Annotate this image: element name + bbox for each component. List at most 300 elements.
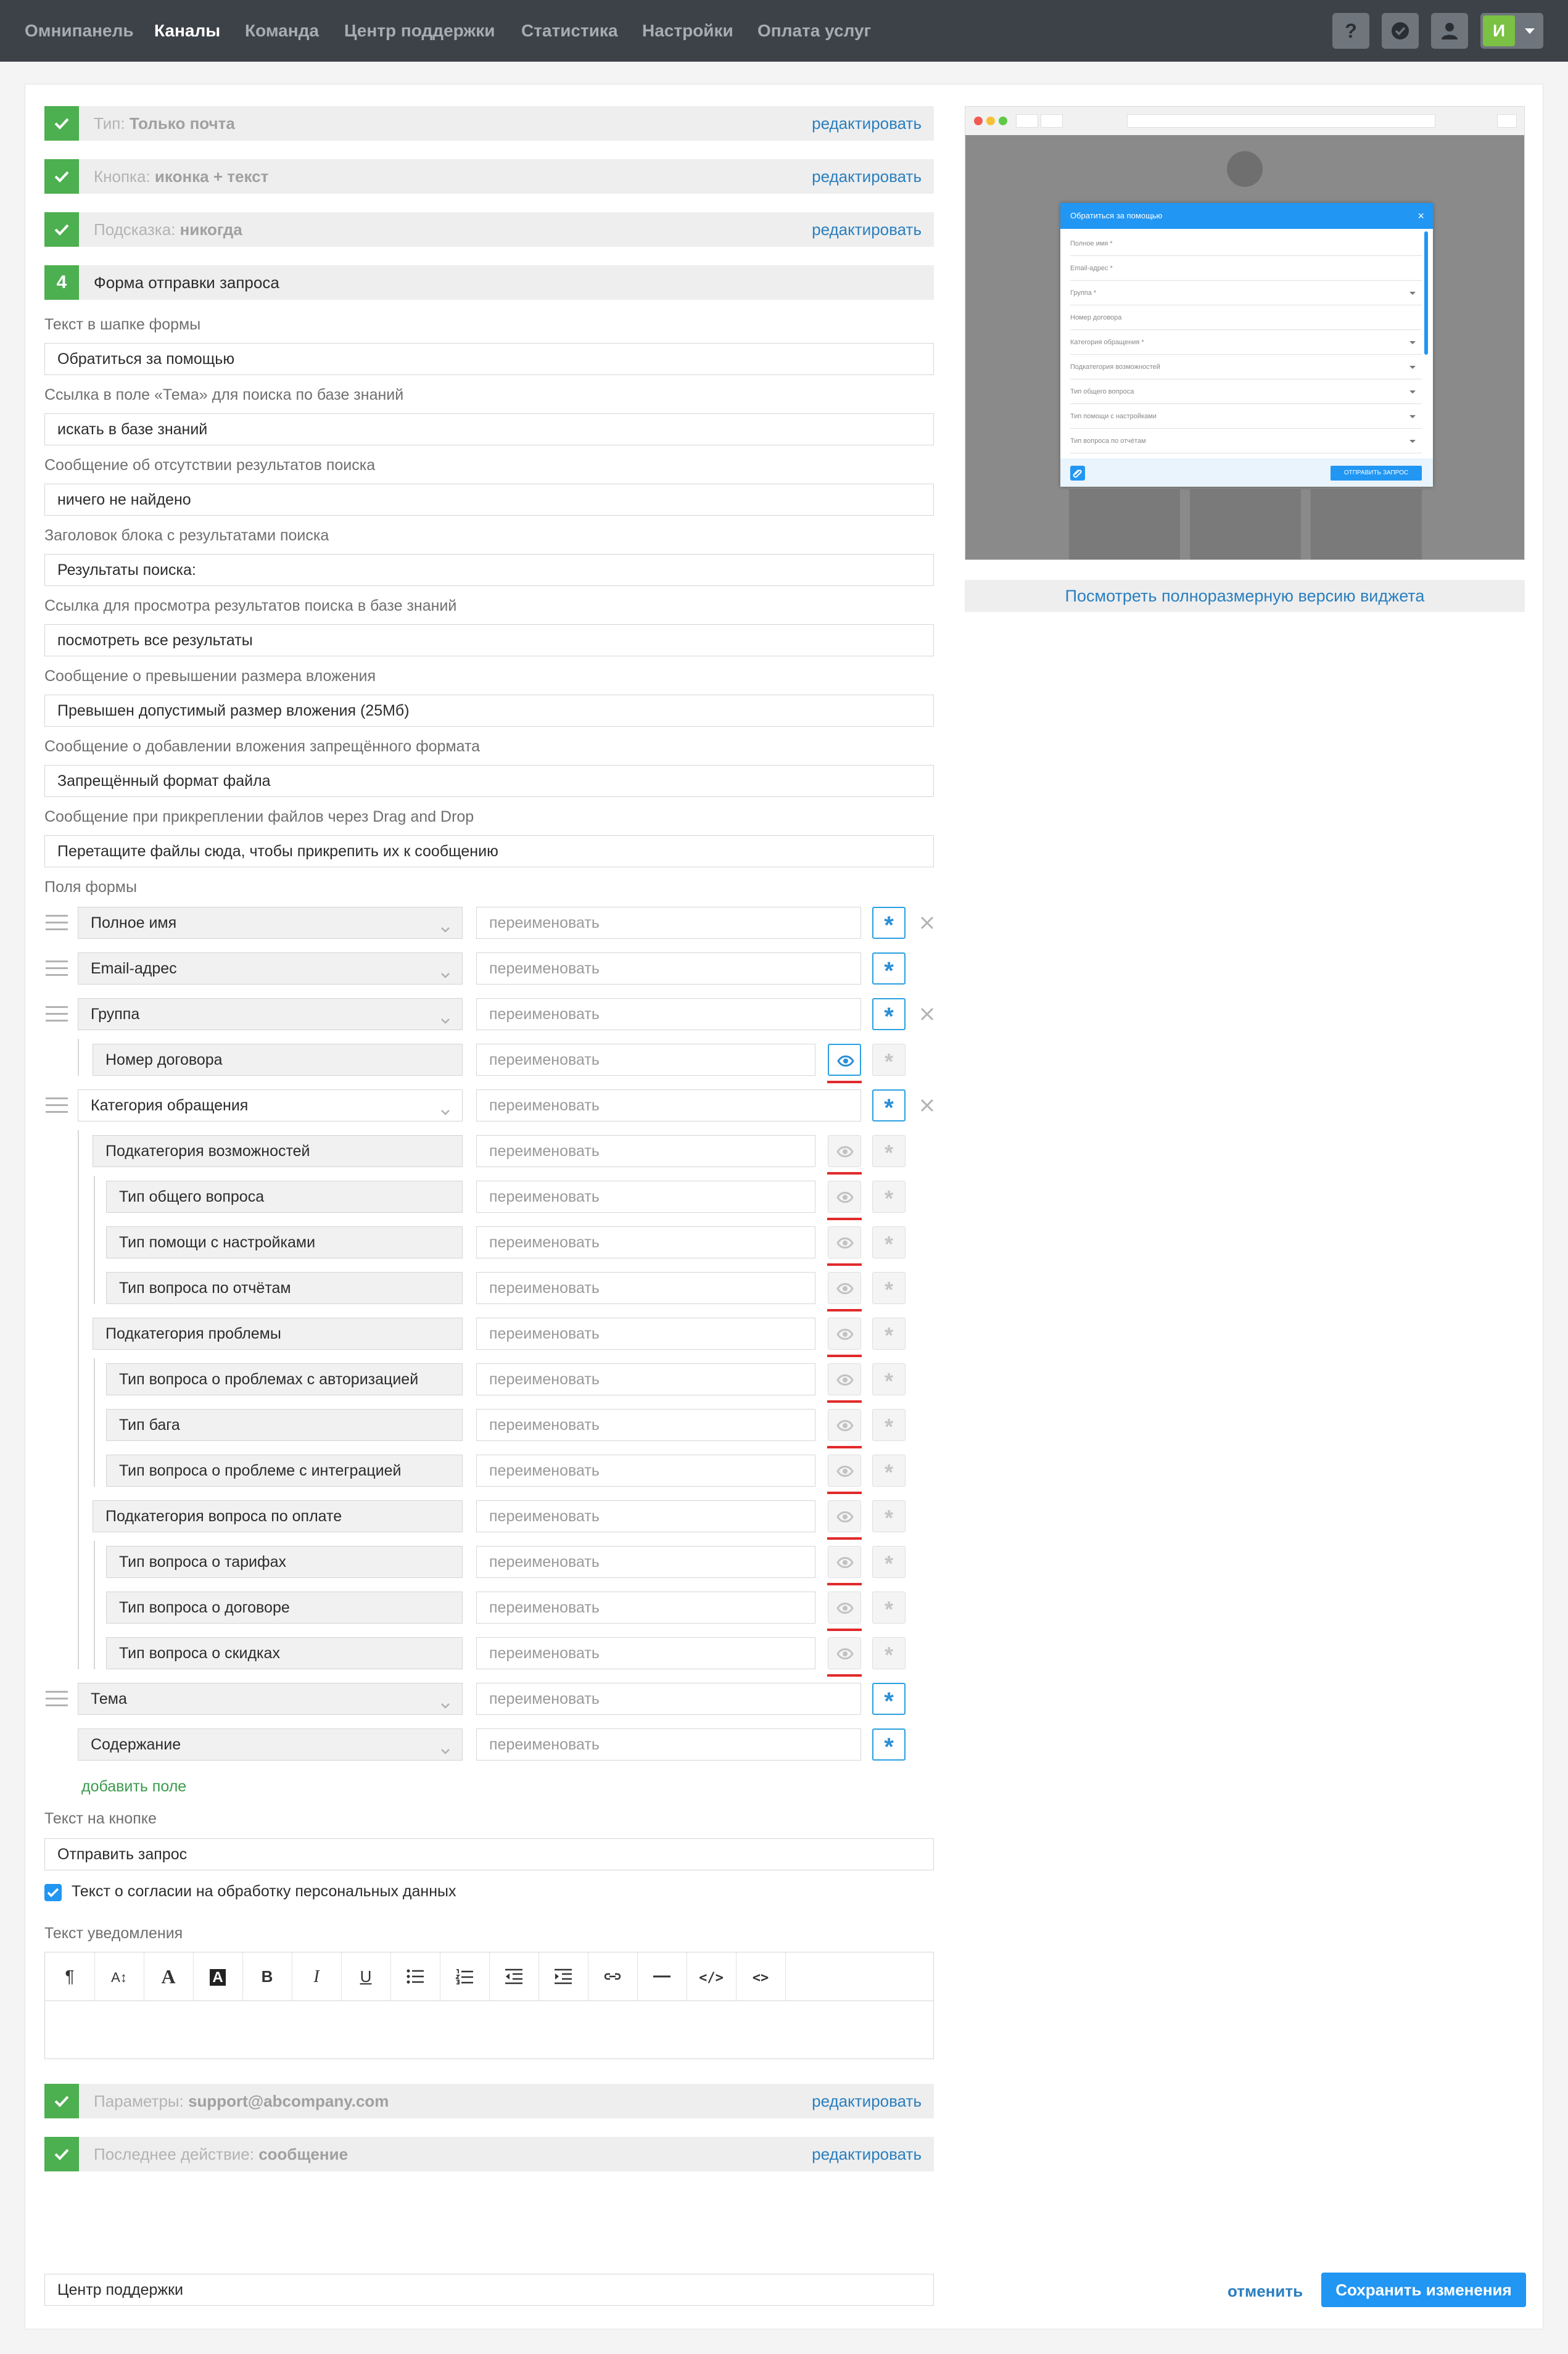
edit-params-link[interactable]: редактировать: [812, 2092, 922, 2110]
field-rename-input[interactable]: переименовать: [476, 998, 861, 1030]
nesting-guide: [94, 1541, 95, 1669]
field-select[interactable]: [78, 1089, 463, 1121]
check-icon: [44, 1884, 62, 1901]
asterisk-icon: *: [884, 1596, 893, 1622]
bold-button[interactable]: [242, 1952, 292, 2001]
text-field-label: Заголовок блока с результатами поиска: [44, 527, 329, 544]
eye-icon: [836, 1373, 854, 1387]
required-toggle[interactable]: [872, 1272, 906, 1304]
preview-block: [1190, 489, 1301, 560]
text-field-label: Сообщение при прикреплении файлов через Drag and Drop: [44, 808, 474, 825]
field-select[interactable]: [106, 1181, 463, 1213]
field-select[interactable]: [106, 1637, 463, 1669]
widget-footer: [1060, 458, 1433, 487]
visibility-toggle[interactable]: [828, 1272, 861, 1304]
visibility-toggle[interactable]: [828, 1226, 861, 1258]
asterisk-icon: *: [884, 1414, 893, 1439]
text-field-label: Сообщение об отсутствии результатов поиска: [44, 456, 376, 474]
numbered-list-icon: [455, 1967, 474, 1986]
asterisk-icon: *: [884, 1003, 894, 1030]
font-color-button[interactable]: [144, 1952, 194, 2001]
numbered-list-button[interactable]: [440, 1952, 490, 2001]
field-rename-input[interactable]: переименовать: [476, 952, 861, 985]
widget-field-label: Полное имя *: [1070, 240, 1113, 247]
widget-title: Обратиться за помощью: [1070, 211, 1163, 220]
asterisk-icon: *: [884, 1688, 894, 1715]
step-params: [44, 2084, 934, 2118]
field-name: Полное имя: [91, 914, 177, 931]
widget-header: [1060, 203, 1433, 229]
field-name: Тип вопроса по отчётам: [119, 1279, 291, 1297]
visibility-indicator: [827, 1537, 862, 1540]
visibility-toggle[interactable]: [828, 1135, 861, 1167]
visibility-toggle[interactable]: [828, 1044, 861, 1076]
required-toggle[interactable]: [872, 1363, 906, 1395]
field-select[interactable]: [93, 1500, 463, 1532]
chevron-down-icon: [439, 1699, 452, 1712]
browser-tab: [1016, 114, 1038, 128]
field-name: Тема: [91, 1690, 127, 1708]
help-button[interactable]: [1332, 13, 1369, 49]
chevron-down-icon: [439, 1014, 452, 1028]
eye-icon: [836, 1418, 854, 1433]
step-params-value: support@abcompany.com: [188, 2092, 389, 2110]
outdent-icon: [504, 1967, 524, 1986]
asterisk-icon: *: [884, 957, 894, 985]
widget-field-label: Email-адрес *: [1070, 265, 1113, 272]
asterisk-icon: *: [884, 1186, 893, 1211]
italic-button[interactable]: [292, 1952, 342, 2001]
chevron-down-icon: [1409, 415, 1416, 418]
nav-settings[interactable]: Настройки: [642, 21, 733, 40]
preview-block: [1069, 489, 1180, 560]
required-toggle[interactable]: [872, 1135, 906, 1167]
close-icon: [918, 1096, 936, 1115]
required-toggle[interactable]: [872, 1683, 906, 1715]
step-type-prefix: Тип:: [94, 114, 125, 133]
bulleted-list-button[interactable]: [390, 1952, 440, 2001]
required-toggle[interactable]: [872, 1500, 906, 1532]
minimize-dot-icon: [986, 117, 995, 125]
check-icon: [52, 167, 71, 186]
widget-preview: [965, 106, 1525, 560]
notification-editor: [44, 1952, 934, 2059]
indent-button[interactable]: [538, 1952, 588, 2001]
field-rename-input[interactable]: переименовать: [476, 1226, 815, 1258]
drag-handle-icon[interactable]: [46, 960, 68, 977]
eye-icon: [836, 1646, 854, 1661]
check-icon: [52, 2092, 71, 2110]
notification-text-label: Текст уведомления: [44, 1925, 183, 1942]
text-field-input[interactable]: Перетащите файлы сюда, чтобы прикрепить их к сообщению: [44, 835, 934, 867]
widget-field-row: [1070, 231, 1422, 256]
visibility-toggle[interactable]: [828, 1592, 861, 1624]
font-size-icon: A↕: [111, 1970, 127, 1985]
horizontal-rule-icon: [652, 1967, 672, 1986]
widget-field-label: Тип общего вопроса: [1070, 388, 1134, 395]
user-icon: [1440, 21, 1459, 41]
field-select[interactable]: [78, 907, 463, 939]
background-color-icon: A: [210, 1969, 225, 1986]
text-field-label: Ссылка в поле «Тема» для поиска по базе знаний: [44, 386, 404, 403]
required-toggle[interactable]: [872, 1226, 906, 1258]
code-view-button[interactable]: [687, 1952, 737, 2001]
step-done-badge: [44, 159, 79, 194]
widget-field-label: Подкатегория возможностей: [1070, 363, 1160, 371]
visibility-toggle[interactable]: [828, 1455, 861, 1487]
field-name: Группа: [91, 1006, 140, 1023]
background-color-button[interactable]: [193, 1952, 243, 2001]
widget-field-row: [1070, 404, 1422, 429]
nesting-guide: [78, 1039, 79, 1076]
asterisk-icon: *: [884, 1505, 893, 1530]
help-icon: ?: [1345, 20, 1357, 42]
step-last-action: [44, 2137, 934, 2171]
font-color-icon: A: [161, 1965, 176, 1988]
chevron-down-icon: [1525, 28, 1535, 34]
text-field-label: Сообщение о превышении размера вложения: [44, 667, 376, 685]
account-menu[interactable]: [1480, 13, 1543, 49]
field-rename-input[interactable]: переименовать: [476, 1455, 815, 1487]
text-field-label: Сообщение о добавлении вложения запрещённого формата: [44, 738, 481, 755]
field-select[interactable]: [106, 1409, 463, 1441]
step-type: [44, 106, 934, 141]
profile-button[interactable]: [1431, 13, 1468, 49]
browser-bar: [965, 107, 1524, 136]
close-dot-icon: [974, 117, 983, 125]
check-icon: [52, 2145, 71, 2163]
step-hint-prefix: Подсказка:: [94, 220, 176, 239]
required-toggle[interactable]: [872, 952, 906, 985]
visibility-indicator: [827, 1400, 862, 1403]
field-rename-input[interactable]: переименовать: [476, 1135, 815, 1167]
asterisk-icon: *: [884, 1049, 893, 1074]
nav-team[interactable]: Команда: [245, 21, 319, 40]
code-view-icon: </>: [699, 1970, 724, 1986]
field-select[interactable]: [106, 1455, 463, 1487]
close-icon: [918, 1005, 936, 1023]
field-select[interactable]: [78, 998, 463, 1030]
field-rename-input[interactable]: переименовать: [476, 1409, 815, 1441]
eye-icon: [836, 1327, 854, 1342]
visibility-toggle[interactable]: [828, 1181, 861, 1213]
close-icon: ×: [1417, 210, 1424, 222]
edit-button-link[interactable]: редактировать: [812, 167, 922, 186]
asterisk-icon: *: [884, 1140, 893, 1165]
edit-hint-link[interactable]: редактировать: [812, 220, 922, 239]
notification-editor-body[interactable]: [45, 2001, 933, 2059]
text-field-input[interactable]: ничего не найдено: [44, 484, 934, 516]
field-select[interactable]: [106, 1546, 463, 1578]
field-rename-input[interactable]: переименовать: [476, 1637, 815, 1669]
eye-icon: [836, 1281, 854, 1296]
step-hint-value: никогда: [179, 220, 242, 239]
close-icon: [918, 914, 936, 932]
nav-billing[interactable]: Оплата услуг: [757, 21, 872, 40]
step-form-title: Форма отправки запроса: [94, 273, 279, 292]
visibility-toggle[interactable]: [828, 1409, 861, 1441]
eye-icon: [836, 1555, 854, 1570]
chevron-down-icon: [1409, 366, 1416, 369]
preview-block: [1311, 489, 1422, 560]
required-toggle[interactable]: [872, 1318, 906, 1350]
drag-handle-icon[interactable]: [46, 915, 68, 931]
status-button[interactable]: [1382, 13, 1419, 49]
nesting-guide: [78, 1130, 79, 1669]
widget-field-label: Тип вопроса по отчётам: [1070, 437, 1146, 445]
visibility-toggle[interactable]: [828, 1500, 861, 1532]
step-type-value: Только почта: [129, 114, 235, 133]
browser-menu-icon: [1497, 114, 1517, 128]
text-field-input[interactable]: искать в базе знаний: [44, 413, 934, 445]
asterisk-icon: *: [884, 1094, 894, 1121]
check-icon: [52, 114, 71, 133]
asterisk-icon: *: [884, 1733, 894, 1761]
visibility-indicator: [827, 1492, 862, 1494]
field-select[interactable]: [78, 1728, 463, 1761]
asterisk-icon: *: [884, 1642, 893, 1667]
field-rename-input[interactable]: переименовать: [476, 1181, 815, 1213]
field-rename-input[interactable]: переименовать: [476, 1044, 815, 1076]
editor-toolbar: [45, 1952, 933, 2001]
cancel-link[interactable]: отменить: [1228, 2282, 1303, 2300]
eye-icon: [836, 1509, 854, 1524]
widget-field-row: [1070, 305, 1422, 330]
html-button[interactable]: [736, 1952, 786, 2001]
visibility-toggle[interactable]: [828, 1546, 861, 1578]
paragraph-icon: ¶: [65, 1967, 75, 1986]
field-name: Категория обращения: [91, 1097, 249, 1114]
field-rename-input[interactable]: переименовать: [476, 1683, 861, 1715]
step-form: [44, 265, 934, 300]
visibility-indicator: [827, 1583, 862, 1585]
field-rename-input[interactable]: переименовать: [476, 1089, 861, 1121]
widget-form-preview: [1060, 203, 1433, 487]
widget-field-row: [1070, 355, 1422, 379]
field-name: Тип вопроса о проблеме с интеграцией: [119, 1462, 402, 1479]
eye-icon: [836, 1190, 854, 1205]
step-done-badge: [44, 106, 79, 141]
visibility-indicator: [827, 1446, 862, 1448]
visibility-indicator: [827, 1218, 862, 1220]
step-button-value: иконка + текст: [154, 167, 269, 186]
visibility-toggle[interactable]: [828, 1318, 861, 1350]
required-toggle[interactable]: [872, 1728, 906, 1761]
font-size-button[interactable]: [94, 1952, 144, 2001]
step-done-badge: [44, 2084, 79, 2118]
nav-omnipanel[interactable]: Омнипанель: [25, 21, 134, 40]
drag-handle-icon[interactable]: [46, 1691, 68, 1707]
field-rename-input[interactable]: переименовать: [476, 1546, 815, 1578]
channel-name-input[interactable]: Центр поддержки: [44, 2274, 934, 2306]
text-field-input[interactable]: Запрещённый формат файла: [44, 765, 934, 797]
save-button[interactable]: Сохранить изменения: [1321, 2273, 1526, 2307]
eye-icon: [836, 1144, 854, 1159]
field-select[interactable]: [106, 1272, 463, 1304]
step-button: [44, 159, 934, 194]
step-number: 4: [56, 272, 67, 292]
field-name: Тип бага: [119, 1416, 180, 1434]
chevron-down-icon: [1409, 292, 1416, 295]
field-rename-input[interactable]: переименовать: [476, 1592, 815, 1624]
field-name: Подкатегория проблемы: [105, 1325, 281, 1342]
visibility-indicator: [827, 1674, 862, 1677]
asterisk-icon: *: [884, 1277, 893, 1302]
horizontal-rule-button[interactable]: [637, 1952, 687, 2001]
required-toggle[interactable]: [872, 1409, 906, 1441]
eye-icon: [836, 1601, 854, 1616]
field-rename-input[interactable]: переименовать: [476, 1728, 861, 1761]
required-toggle[interactable]: [872, 1592, 906, 1624]
step-params-prefix: Параметры:: [94, 2092, 184, 2110]
italic-icon: I: [313, 1967, 320, 1986]
widget-field-label: Категория обращения *: [1070, 339, 1144, 346]
nesting-guide: [94, 1176, 95, 1304]
widget-field-row: [1070, 379, 1422, 404]
asterisk-icon: *: [884, 1460, 893, 1485]
step-done-badge: [44, 2137, 79, 2171]
nav-statistics[interactable]: Статистика: [521, 21, 618, 40]
field-name: Тип помощи с настройками: [119, 1234, 316, 1251]
required-toggle[interactable]: [872, 1044, 906, 1076]
asterisk-icon: *: [884, 912, 894, 939]
step-hint: [44, 212, 934, 247]
field-rename-input[interactable]: переименовать: [476, 907, 861, 939]
visibility-toggle[interactable]: [828, 1637, 861, 1669]
visibility-toggle[interactable]: [828, 1363, 861, 1395]
required-toggle[interactable]: [872, 998, 906, 1030]
text-field-input[interactable]: Результаты поиска:: [44, 554, 934, 586]
drag-handle-icon[interactable]: [46, 1006, 68, 1022]
bold-icon: B: [261, 1967, 273, 1986]
field-rename-input[interactable]: переименовать: [476, 1272, 815, 1304]
edit-last-action-link[interactable]: редактировать: [812, 2145, 922, 2163]
field-name: Содержание: [91, 1736, 181, 1753]
field-rename-input[interactable]: переименовать: [476, 1318, 815, 1350]
link-icon: [603, 1967, 622, 1986]
widget-send-button: ОТПРАВИТЬ ЗАПРОС: [1331, 466, 1422, 481]
field-select[interactable]: [78, 1683, 463, 1715]
field-select[interactable]: [93, 1135, 463, 1167]
widget-field-row: [1070, 330, 1422, 355]
field-select[interactable]: [93, 1044, 463, 1076]
field-select[interactable]: [106, 1226, 463, 1258]
text-field-input[interactable]: Превышен допустимый размер вложения (25Мб): [44, 695, 934, 727]
chevron-down-icon: [1409, 341, 1416, 344]
form-fields-label: Поля формы: [44, 878, 137, 896]
required-toggle[interactable]: [872, 1455, 906, 1487]
chevron-down-icon: [439, 1745, 452, 1758]
check-icon: [52, 220, 71, 239]
add-field-link[interactable]: добавить поле: [81, 1778, 187, 1795]
widget-scrollbar: [1424, 231, 1428, 355]
asterisk-icon: *: [884, 1551, 893, 1576]
step-last-prefix: Последнее действие:: [94, 2145, 254, 2163]
field-name: Подкатегория вопроса по оплате: [105, 1508, 342, 1525]
chevron-down-icon: [1409, 390, 1416, 394]
chevron-down-icon: [439, 923, 452, 936]
paragraph-button[interactable]: [45, 1952, 95, 2001]
field-select[interactable]: [106, 1363, 463, 1395]
required-toggle[interactable]: [872, 1181, 906, 1213]
edit-type-link[interactable]: редактировать: [812, 114, 922, 133]
chevron-down-icon: [439, 1105, 452, 1119]
widget-field-row: [1070, 429, 1422, 453]
button-text-input[interactable]: Отправить запрос: [44, 1838, 934, 1870]
nav-help-center[interactable]: Центр поддержки: [344, 21, 495, 40]
nesting-guide: [94, 1358, 95, 1487]
text-field-input[interactable]: посмотреть все результаты: [44, 624, 934, 656]
required-toggle[interactable]: [872, 1637, 906, 1669]
remove-field-button[interactable]: [918, 1005, 936, 1023]
remove-field-button[interactable]: [918, 914, 936, 932]
consent-label: Текст о согласии на обработку персональных данных: [72, 1883, 456, 1900]
underline-icon: U: [360, 1967, 372, 1986]
text-field-label: Ссылка для просмотра результатов поиска в базе знаний: [44, 597, 457, 614]
drag-handle-icon[interactable]: [46, 1097, 68, 1113]
text-field-input[interactable]: Обратиться за помощью: [44, 343, 934, 375]
text-field-label: Текст в шапке формы: [44, 316, 201, 333]
consent-checkbox[interactable]: [44, 1884, 62, 1901]
attachment-icon: [1070, 466, 1085, 481]
required-toggle[interactable]: [872, 1089, 906, 1121]
required-toggle[interactable]: [872, 1546, 906, 1578]
field-select[interactable]: [78, 952, 463, 985]
browser-tab: [1041, 114, 1063, 128]
top-navigation: [0, 0, 1568, 62]
visibility-indicator: [827, 1309, 862, 1311]
field-rename-input[interactable]: переименовать: [476, 1363, 815, 1395]
field-name: Тип вопроса о проблемах с авторизацией: [119, 1371, 419, 1388]
field-name: Тип вопроса о договоре: [119, 1599, 290, 1616]
full-widget-preview-link[interactable]: Посмотреть полноразмерную версию виджета: [965, 580, 1525, 612]
button-text-label: Текст на кнопке: [44, 1810, 157, 1827]
eye-icon: [836, 1464, 854, 1479]
asterisk-icon: *: [884, 1231, 893, 1257]
widget-field-row: [1070, 281, 1422, 305]
field-select[interactable]: [106, 1592, 463, 1624]
visibility-indicator: [827, 1081, 862, 1083]
visibility-indicator: [827, 1355, 862, 1357]
widget-field-label: Номер договора: [1070, 314, 1122, 321]
step-last-value: сообщение: [258, 2145, 349, 2163]
link-button[interactable]: [588, 1952, 638, 2001]
bulleted-list-icon: [405, 1967, 425, 1986]
underline-button[interactable]: [341, 1952, 391, 2001]
field-name: Email-адрес: [91, 960, 177, 977]
visibility-indicator: [827, 1172, 862, 1175]
html-icon: <>: [752, 1970, 769, 1986]
field-name: Тип вопроса о скидках: [119, 1645, 280, 1662]
widget-field-label: Тип помощи с настройками: [1070, 413, 1157, 420]
widget-field-label: Группа *: [1070, 289, 1097, 297]
outdent-button[interactable]: [489, 1952, 539, 2001]
avatar: И: [1483, 15, 1515, 46]
nav-channels[interactable]: Каналы: [154, 21, 221, 40]
remove-field-button[interactable]: [918, 1096, 936, 1115]
eye-icon: [837, 1054, 854, 1068]
preview-logo: [1227, 151, 1263, 187]
field-select[interactable]: [93, 1318, 463, 1350]
step-done-badge: [44, 212, 79, 247]
field-name: Тип вопроса о тарифах: [119, 1553, 286, 1571]
field-rename-input[interactable]: переименовать: [476, 1500, 815, 1532]
chevron-down-icon: [1409, 440, 1416, 443]
chevron-down-icon: [439, 968, 452, 982]
required-toggle[interactable]: [872, 907, 906, 939]
field-name: Подкатегория возможностей: [105, 1142, 310, 1160]
field-name: Тип общего вопроса: [119, 1188, 265, 1205]
